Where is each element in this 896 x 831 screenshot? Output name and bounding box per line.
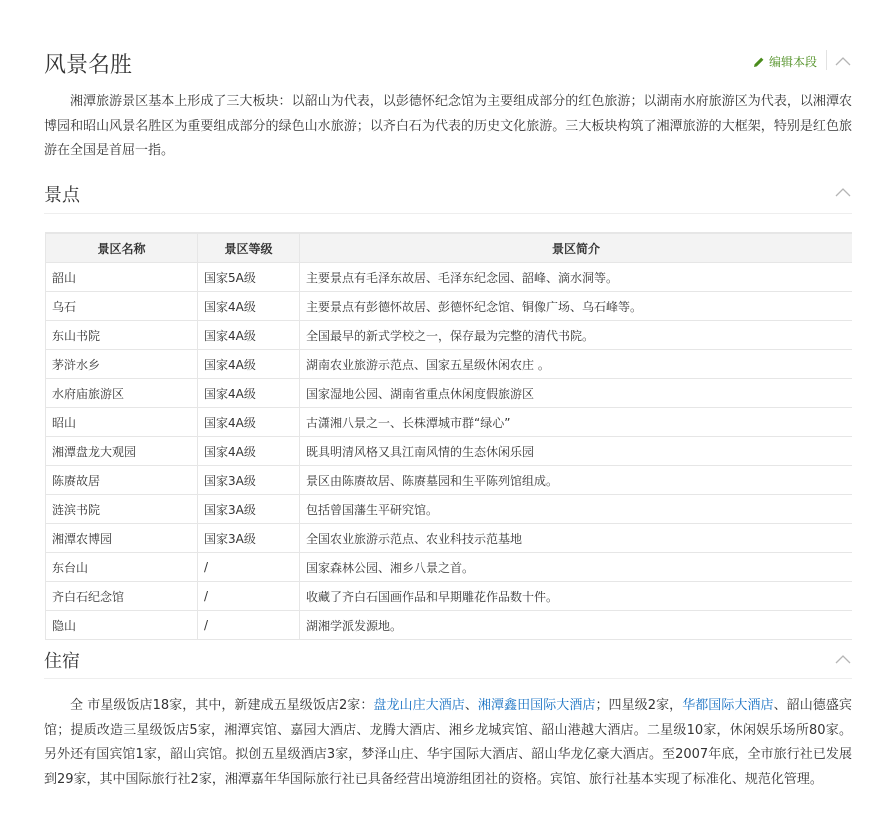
- chevron-up-icon[interactable]: [835, 56, 851, 66]
- header-divider: [826, 50, 827, 70]
- table-row: [46, 350, 853, 379]
- pencil-icon: [753, 56, 765, 68]
- table-row: [46, 408, 853, 437]
- cell-name: 韶山: [46, 263, 198, 292]
- cell-name: 湘潭农博园: [46, 524, 198, 553]
- cell-name: 昭山: [46, 408, 198, 437]
- cell-level: 国家4A级: [198, 437, 300, 466]
- cell-intro: 全国最早的新式学校之一，保存最为完整的清代书院。: [300, 321, 853, 350]
- cell-level: /: [198, 611, 300, 640]
- cell-name: 湘潭盘龙大观园: [46, 437, 198, 466]
- hotel-link-huadu[interactable]: 华都国际大酒店: [682, 698, 774, 713]
- cell-name: 水府庙旅游区: [46, 379, 198, 408]
- cell-intro: 湖南农业旅游示范点、国家五星级休闲农庄 。: [300, 350, 853, 379]
- cell-intro: 湖湘学派发源地。: [300, 611, 853, 640]
- lodging-heading: 住宿: [44, 651, 80, 672]
- intro-paragraph: 湘潭旅游景区基本上形成了三大板块：以韶山为代表，以彭德怀纪念馆为主要组成部分的红色旅游；以湖南水府旅游区为代表，以湘潭农博园和昭山风景名胜区为重要组成部分的绿色山水旅游；以齐白石为代表的历史文化旅游。三大板块构筑了湘潭旅游的大框架，特别是红色旅游在全国是首屈一指。: [44, 94, 852, 158]
- cell-level: 国家4A级: [198, 408, 300, 437]
- section-divider: [44, 213, 852, 214]
- cell-intro: 既具明清风格又具江南风情的生态休闲乐园: [300, 437, 853, 466]
- cell-name: 陈赓故居: [46, 466, 198, 495]
- table-row: [46, 582, 853, 611]
- cell-intro: 主要景点有毛泽东故居、毛泽东纪念园、韶峰、滴水洞等。: [300, 263, 853, 292]
- cell-level: 国家4A级: [198, 379, 300, 408]
- cell-level: 国家4A级: [198, 292, 300, 321]
- hotel-link-panlong[interactable]: 盘龙山庄大酒店: [373, 698, 465, 713]
- lodging-paragraph: [44, 694, 852, 792]
- cell-name: 乌石: [46, 292, 198, 321]
- chevron-up-icon[interactable]: [835, 654, 851, 664]
- cell-level: 国家4A级: [198, 350, 300, 379]
- cell-level: 国家4A级: [198, 321, 300, 350]
- table-row: [46, 553, 853, 582]
- section-divider: [44, 678, 852, 679]
- cell-intro: 国家湿地公园、湖南省重点休闲度假旅游区: [300, 379, 853, 408]
- cell-name: 涟滨书院: [46, 495, 198, 524]
- table-row: [46, 263, 853, 292]
- lodging-text-start: 全 市星级饭店18家，其中，新建成五星级饭店2家：: [70, 698, 374, 713]
- chevron-up-icon[interactable]: [835, 187, 851, 197]
- cell-intro: 国家森林公园、湘乡八景之首。: [300, 553, 853, 582]
- table-row: [46, 292, 853, 321]
- cell-name: 隐山: [46, 611, 198, 640]
- cell-level: /: [198, 553, 300, 582]
- lodging-separator: 、: [464, 698, 478, 713]
- cell-level: 国家3A级: [198, 495, 300, 524]
- cell-intro: 全国农业旅游示范点、农业科技示范基地: [300, 524, 853, 553]
- cell-intro: 景区由陈赓故居、陈赓墓园和生平陈列馆组成。: [300, 466, 853, 495]
- cell-name: 齐白石纪念馆: [46, 582, 198, 611]
- table-header-row: [46, 234, 853, 263]
- table-row: [46, 437, 853, 466]
- attractions-heading: 景点: [44, 185, 80, 206]
- cell-name: 茅浒水乡: [46, 350, 198, 379]
- table-row: [46, 524, 853, 553]
- edit-section-button[interactable]: [753, 53, 817, 70]
- column-header-intro: 景区简介: [300, 234, 853, 263]
- cell-intro: 收藏了齐白石国画作品和早期雕花作品数十件。: [300, 582, 853, 611]
- section-title: 风景名胜: [44, 53, 133, 78]
- column-header-level: 景区等级: [198, 234, 300, 263]
- column-header-name: 景区名称: [46, 234, 198, 263]
- attractions-table-wrapper[interactable]: [45, 232, 852, 640]
- cell-level: 国家5A级: [198, 263, 300, 292]
- cell-name: 东山书院: [46, 321, 198, 350]
- cell-name: 东台山: [46, 553, 198, 582]
- table-row: [46, 611, 853, 640]
- hotel-link-xintian[interactable]: 湘潭鑫田国际大酒店: [477, 698, 596, 713]
- cell-intro: 古潇湘八景之一、长株潭城市群“绿心”: [300, 408, 853, 437]
- cell-intro: 主要景点有彭德怀故居、彭德怀纪念馆、铜像广场、乌石峰等。: [300, 292, 853, 321]
- cell-level: 国家3A级: [198, 524, 300, 553]
- table-row: [46, 466, 853, 495]
- lodging-text-rest: 、韶山德盛宾馆；提质改造三星级饭店5家，湘潭宾馆、嘉园大酒店、龙腾大酒店、湘乡龙城宾馆、韶山港越大酒店。二星级10家，休闲娱乐场所80家。另外还有国宾馆1家，韶山宾馆。拟创五星级酒店3家，梦泽山庄、华宇国际大酒店、韶山华龙亿豪大酒店。至2007年底，全市旅行社已发展到29家，其中国际旅行社2家，湘潭嘉年华国际旅行社已具备经营出境游组团社的资格。宾馆、旅行社基本实现了标准化、规范化管理。: [44, 698, 852, 787]
- lodging-text-mid: ；四星级2家，: [595, 698, 683, 713]
- cell-intro: 包括曾国藩生平研究馆。: [300, 495, 853, 524]
- table-row: [46, 495, 853, 524]
- edit-section-label: 编辑本段: [769, 55, 818, 69]
- table-row: [46, 379, 853, 408]
- cell-level: /: [198, 582, 300, 611]
- table-row: [46, 321, 853, 350]
- cell-level: 国家3A级: [198, 466, 300, 495]
- attractions-table: [45, 233, 852, 640]
